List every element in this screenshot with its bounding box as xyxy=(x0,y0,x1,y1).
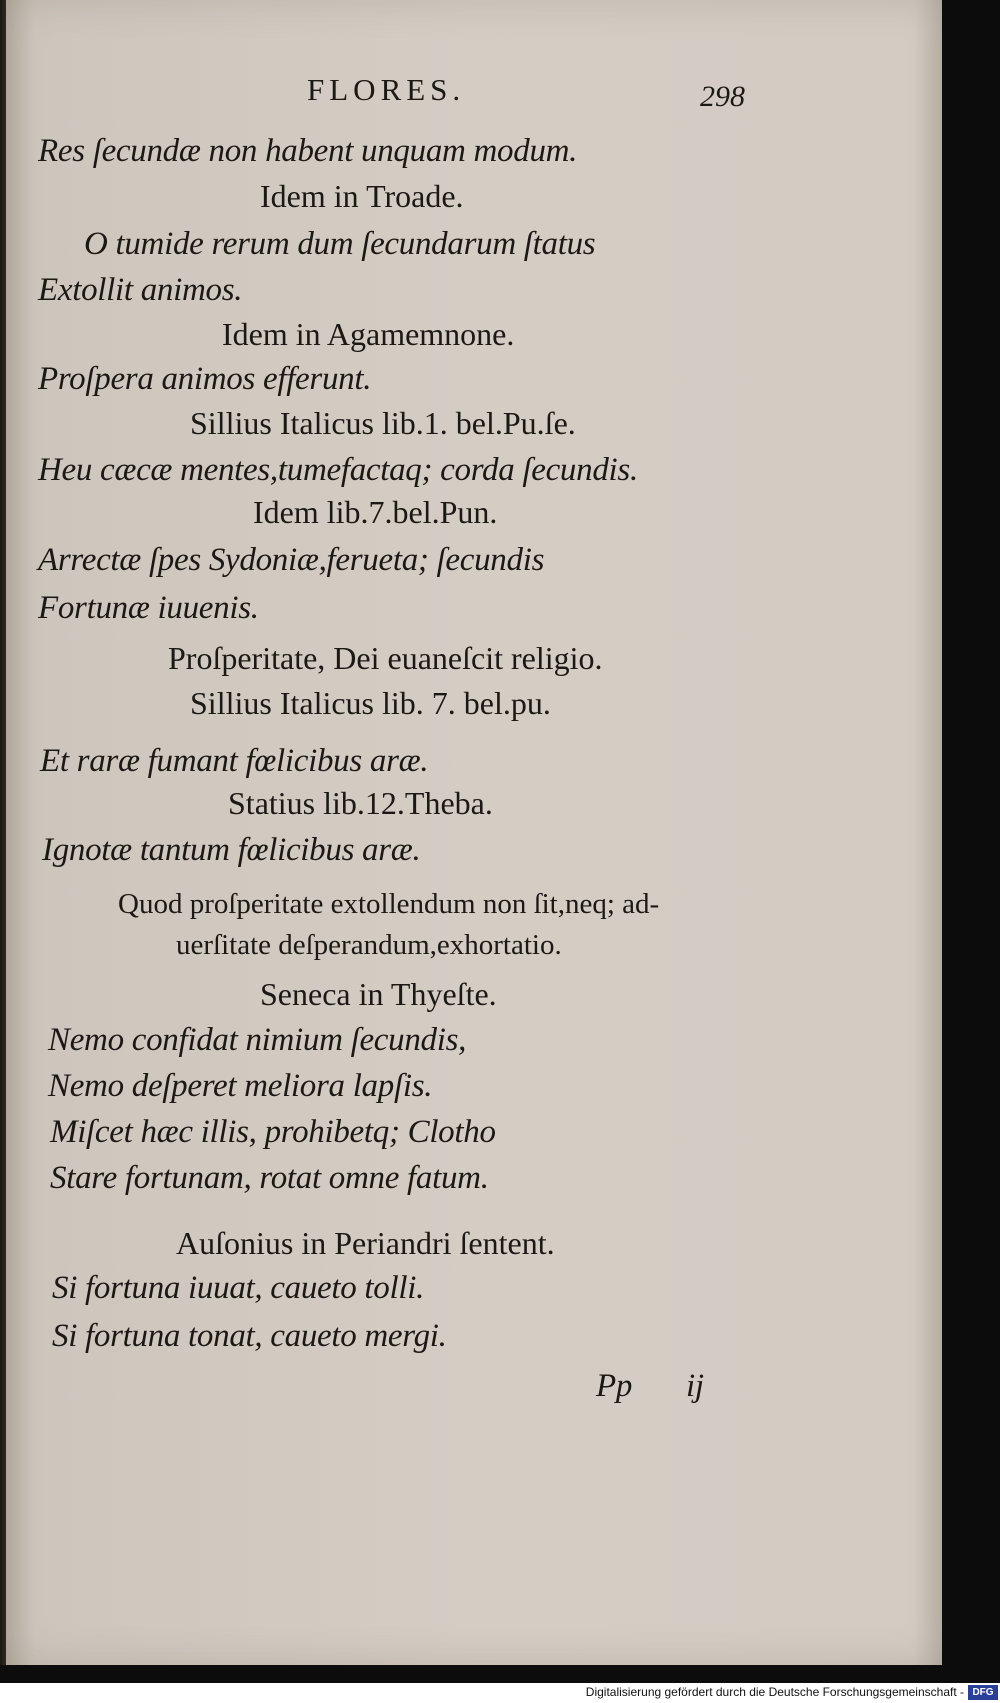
text-line: Res ſecundæ non habent unquam modum. xyxy=(38,133,578,169)
text-line: Sillius Italicus lib. 7. bel.pu. xyxy=(190,685,551,721)
text-line: Idem in Troade. xyxy=(260,178,464,214)
text-line: Ignotæ tantum fœlicibus aræ. xyxy=(42,832,421,868)
running-head: FLORES. xyxy=(307,72,466,107)
text-line: Proſpera animos efferunt. xyxy=(38,361,372,397)
footer-credit: Digitalisierung gefördert durch die Deutsche Forschungsgemeinschaft - xyxy=(585,1685,964,1699)
dfg-logo: DFG xyxy=(968,1685,998,1700)
text-line: Proſperitate, Dei euaneſcit religio. xyxy=(168,640,603,676)
page-number: 298 xyxy=(700,80,745,113)
text-line: Statius lib.12.Theba. xyxy=(228,785,493,821)
text-line: Nemo confidat nimium ſecundis, xyxy=(48,1022,467,1058)
text-line: Et raræ fumant fœlicibus aræ. xyxy=(40,743,429,779)
text-line: Extollit animos. xyxy=(38,272,243,308)
text-line: Stare fortunam, rotat omne fatum. xyxy=(50,1160,489,1196)
text-line: Miſcet hæc illis, prohibetq; Clotho xyxy=(50,1114,496,1150)
signature-number: ij xyxy=(686,1368,704,1404)
text-line: Nemo deſperet meliora lapſis. xyxy=(48,1068,433,1104)
text-line: Quod proſperitate extollendum non ſit,neq; ad- xyxy=(118,888,660,920)
text-line: Si fortuna tonat, caueto mergi. xyxy=(52,1318,447,1354)
text-line: Fortunæ iuuenis. xyxy=(38,590,259,626)
signature-mark: Pp xyxy=(596,1368,633,1404)
text-line: Si fortuna iuuat, caueto tolli. xyxy=(52,1270,425,1306)
text-line: Seneca in Thyeſte. xyxy=(260,976,497,1012)
digitization-footer xyxy=(0,1683,1000,1703)
text-line: Auſonius in Periandri ſentent. xyxy=(176,1225,555,1261)
text-line: Heu cæcæ mentes,tumefactaq; corda ſecundis. xyxy=(38,452,638,488)
text-line: Arrectæ ſpes Sydoniæ,ferueta; ſecundis xyxy=(38,542,545,578)
text-line: Idem in Agamemnone. xyxy=(222,316,515,352)
text-line: O tumide rerum dum ſecundarum ſtatus xyxy=(84,226,596,262)
text-line: Sillius Italicus lib.1. bel.Pu.ſe. xyxy=(190,405,576,441)
text-line: uerſitate deſperandum,exhortatio. xyxy=(176,929,562,961)
text-line: Idem lib.7.bel.Pun. xyxy=(253,494,498,530)
